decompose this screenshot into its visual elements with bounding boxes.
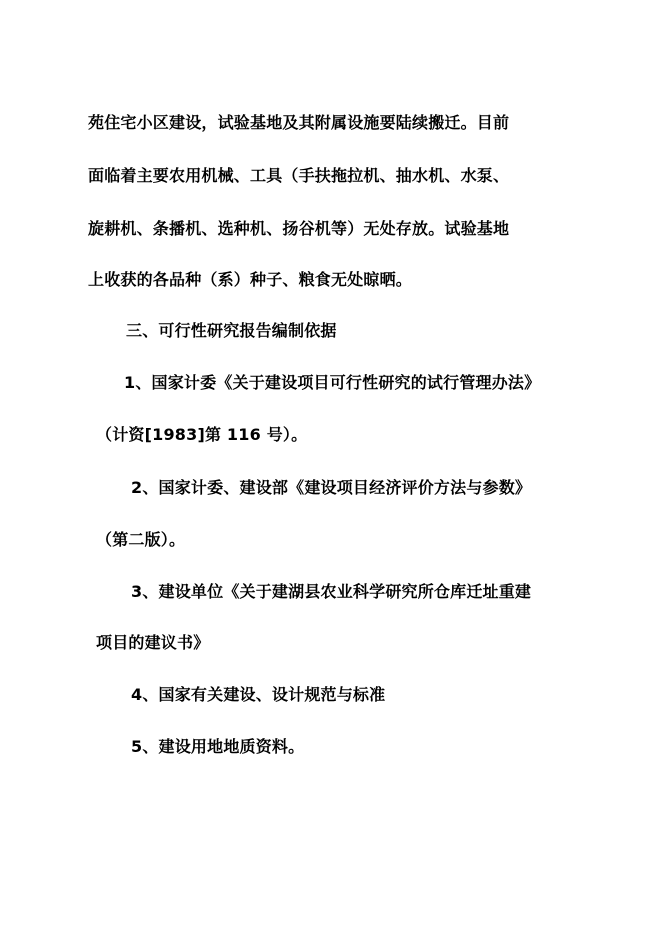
basis-item-3-continuation: 项目的建议书》 <box>96 633 210 652</box>
basis-item-2-continuation: （第二版）。 <box>96 530 186 549</box>
paragraph-line-3: 旋耕机、条播机、选种机、扬谷机等）无处存放。试验基地 <box>88 219 510 238</box>
paragraph-line-2: 面临着主要农用机械、工具（手扶拖拉机、抽水机、水泵、 <box>88 166 510 185</box>
section-heading: 三、可行性研究报告编制依据 <box>126 321 337 340</box>
basis-item-4: 4、国家有关建设、设计规范与标准 <box>131 685 386 704</box>
basis-item-3: 3、建设单位《关于建湖县农业科学研究所仓库迁址重建 <box>131 582 532 601</box>
basis-item-2: 2、国家计委、建设部《建设项目经济评价方法与参数》 <box>131 478 532 497</box>
paragraph-line-1: 苑住宅小区建设，试验基地及其附属设施要陆续搬迁。目前 <box>88 113 510 132</box>
basis-item-1: 1、国家计委《关于建设项目可行性研究的试行管理办法》 <box>124 373 541 392</box>
basis-item-5: 5、建设用地地质资料。 <box>131 737 305 756</box>
basis-item-1-continuation: （计资[1983]第 116 号）。 <box>96 425 308 444</box>
paragraph-line-4: 上收获的各品种（系）种子、粮食无处晾晒。 <box>88 270 413 289</box>
